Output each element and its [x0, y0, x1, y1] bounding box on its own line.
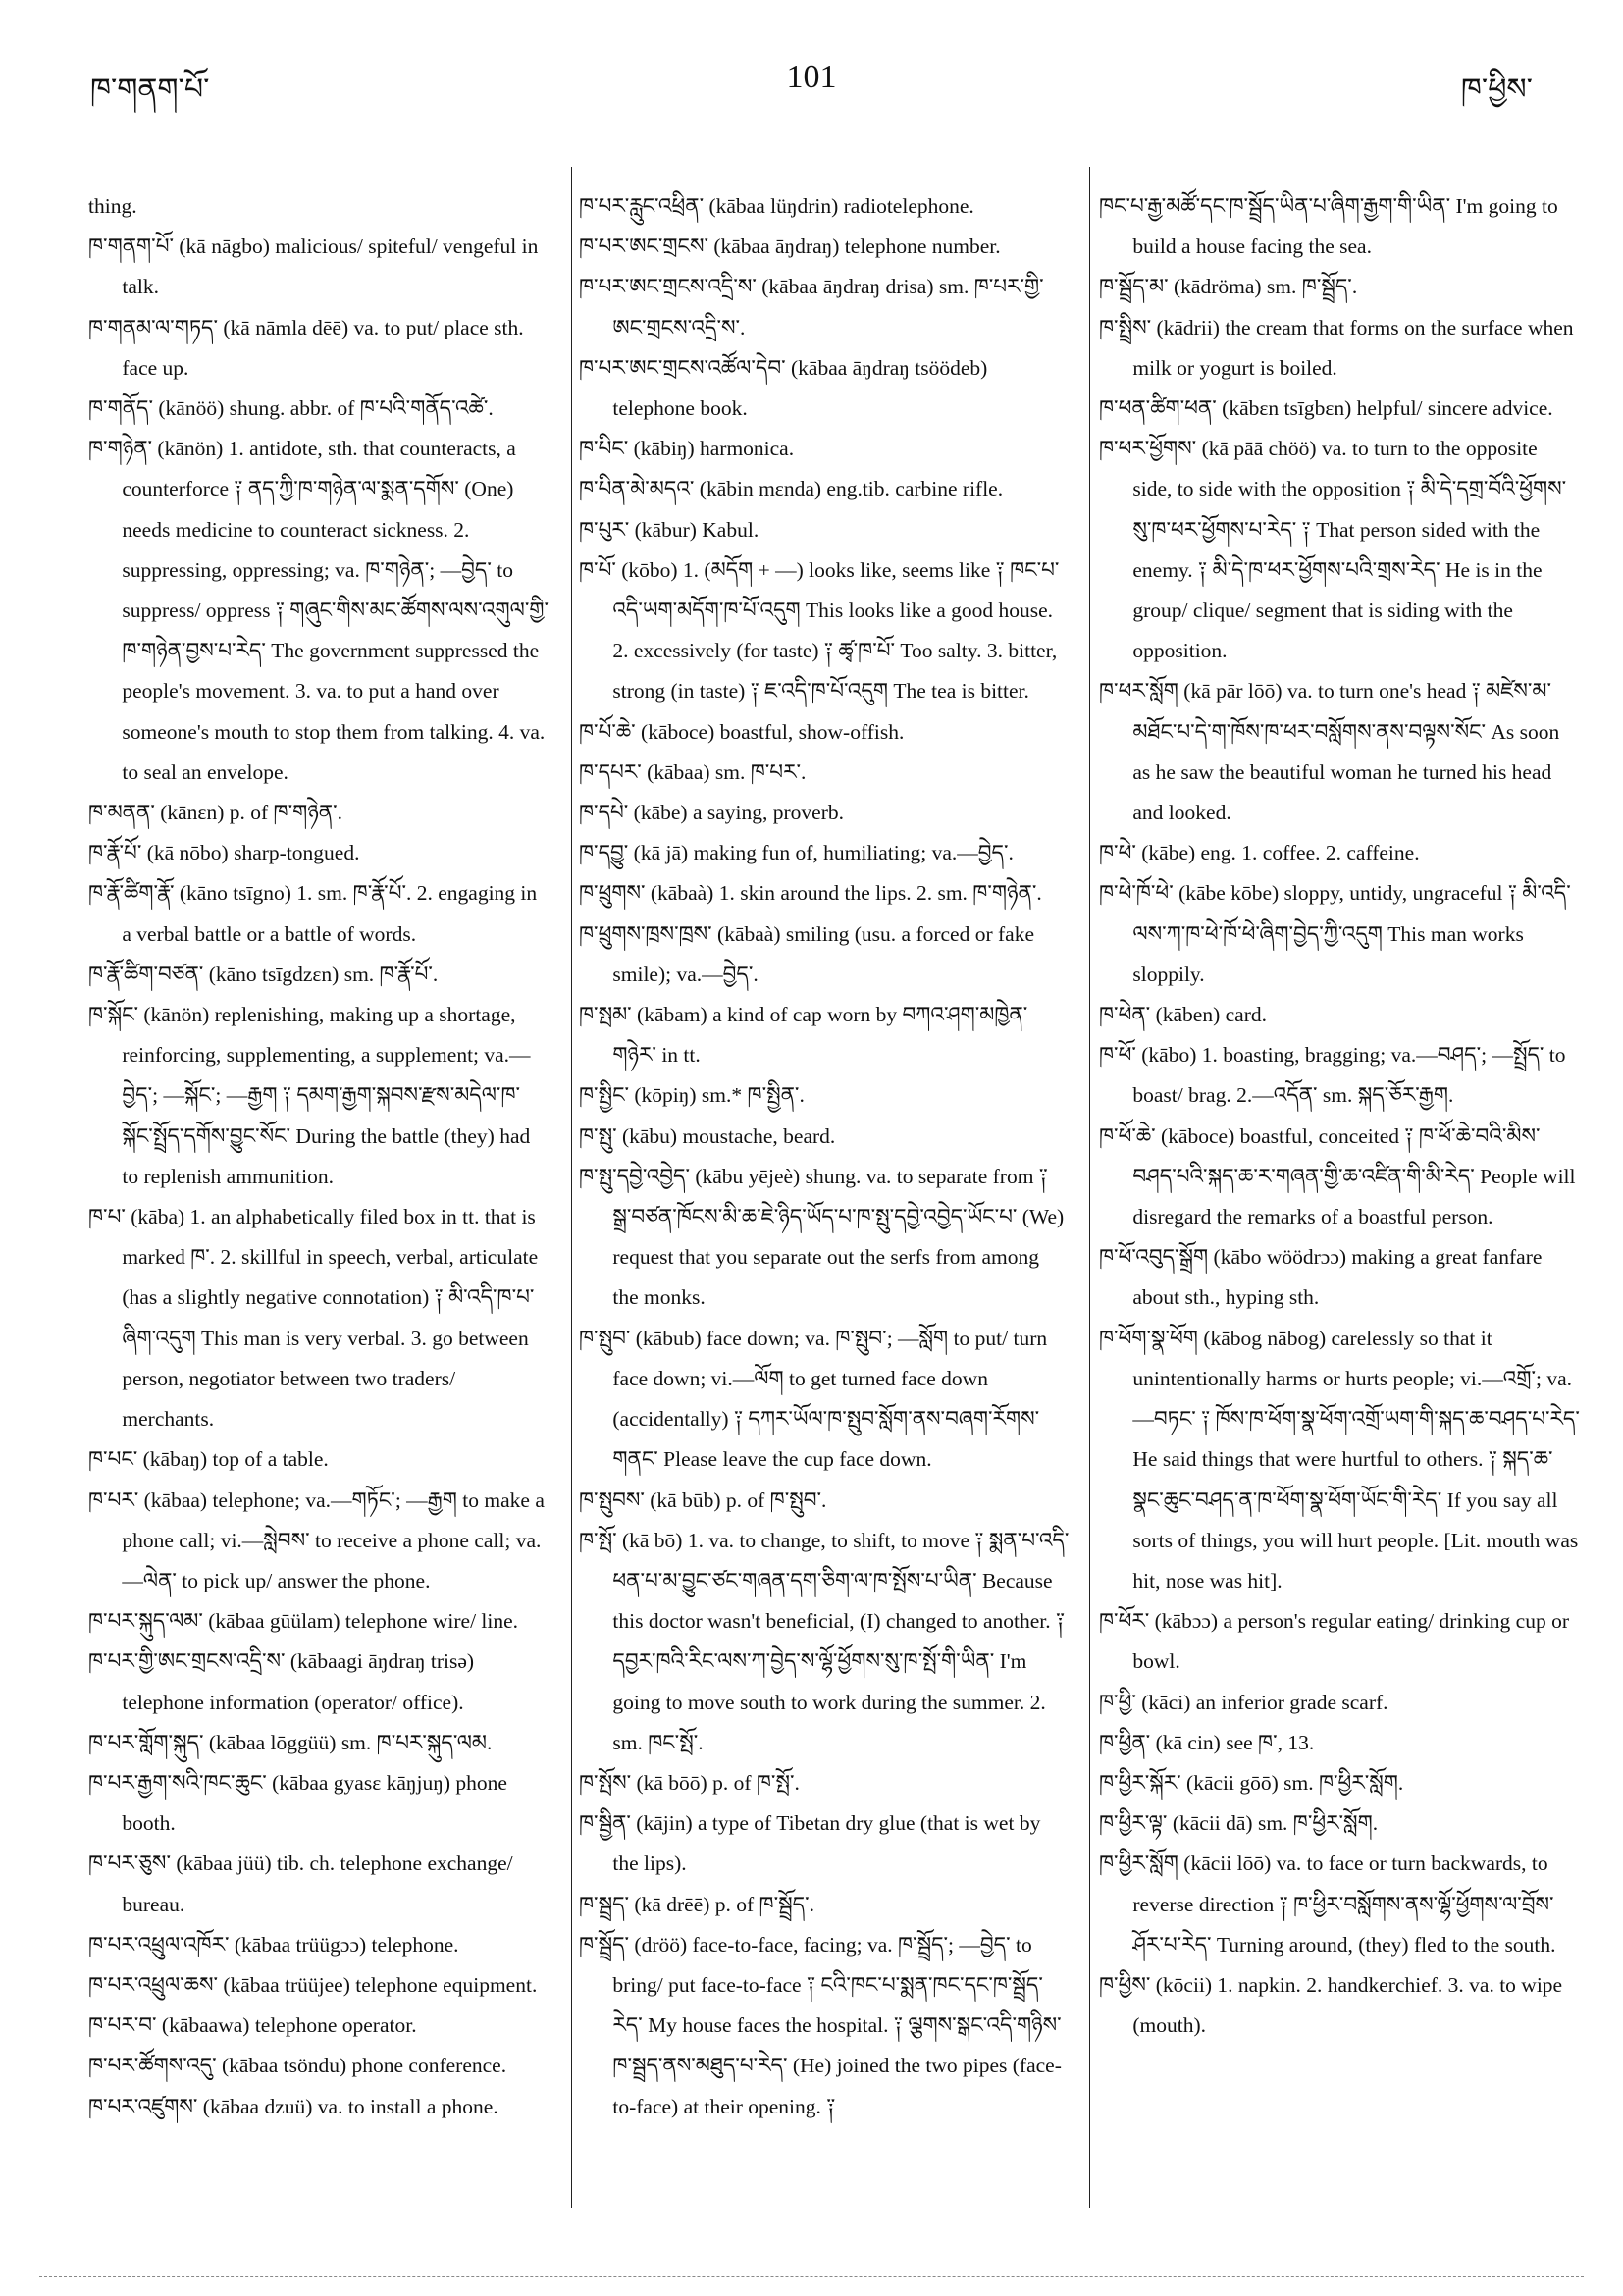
dictionary-entry: ཁ་ཕྱིན་ (kā cin) see ཁ་, 13. [1099, 1730, 1315, 1754]
dictionary-entry: ཁ་པར་རླུང་འཕྲིན་ (kābaa lüŋdrin) radiotelephone. [579, 194, 974, 218]
dictionary-entry: thing. [88, 194, 137, 218]
dictionary-entry: ཁ་གནམ་ལ་གཏད་ (kā nāmla dēē) va. to put/ place sth. face up. [88, 315, 524, 380]
dictionary-entry: ཁ་པིང་ (kābiŋ) harmonica. [579, 437, 795, 461]
dictionary-entry: ཁ་པུར་ (kābur) Kabul. [579, 517, 759, 542]
dictionary-entry: ཁ་ཕོག་སྣ་ཕོག (kābog nābog) carelessly so that it unintentionally harms or hurts people; vi.—འགྲོ་; va.—བཏང་ ༑ ཁོས་ཁ་ཕོག་སྣ་ཕོག་འགྲོ་ཡག་གི་སྐད་ཆ་བཤད་པ་རེད་ He said things that were hurtful to others. ༑ སྐད་ཆ་སྣང་ཆུང་བཤད་ན་ཁ་ཕོག་སྣ་ཕོག་ཡོང་གི་རེད་ If you say all sorts of things, you will hurt people. [Lit. mouth was hit, nose was hit]. [1099, 1326, 1580, 1592]
dictionary-entry: ཁ་ཕོ་ཆེ་ (kāboce) boastful, conceited ༑ ཁ་ཕོ་ཆེ་བའི་མིས་བཤད་པའི་སྐད་ཆ་ར་གཞན་གྱི་ཆ་འཛིན་གི་མི་རེད་ People will disregard the remarks of a boastful person. [1099, 1123, 1576, 1229]
guide-word-right: ཁ་ཕྱིས་ [1460, 74, 1533, 106]
dictionary-entry: ཁ་པ་ (kāba) 1. an alphabetically filed box in tt. that is marked ཁ་. 2. skillful in speech, verbal, articulate (has a slightly negative connotation) ༑ མི་འདི་ཁ་པ་ཞིག་འདུག This man is very verbal. 3. go between person, negotiator between two traders/ merchants. [88, 1205, 539, 1432]
column-middle [579, 186, 1070, 2208]
dictionary-entry: ཁ་པར་ (kābaa) telephone; va.—གཏོང་; —རྒྱག to make a phone call; vi.—སླེབས་ to receive a phone call; va.—ལེན་ to pick up/ answer the phone. [88, 1487, 545, 1592]
dictionary-entry: ཁ་སྤུ་ (kābu) moustache, beard. [579, 1123, 836, 1148]
dictionary-entry: ཁ་ཕན་ཚིག་ཕན་ (kābɛn tsīgbɛn) helpful/ sincere advice. [1099, 396, 1553, 421]
dictionary-entry: ཁ་པིན་མེ་མདའ་ (kābin mɛnda) eng.tib. carbine rifle. [579, 477, 1004, 501]
dictionary-entry: ཁ་སྤུབས་ (kā būb) p. of ཁ་སྤུབ་. [579, 1487, 827, 1512]
dictionary-entry: ཁ་པར་སྐུད་ལམ་ (kābaa gūülam) telephone wire/ line. [88, 1609, 519, 1634]
dictionary-entry: ཁ་རྣོ་ཚིག་བཙན་ (kāno tsīgdzɛn) sm. ཁ་རྣོ་པོ་. [88, 962, 439, 986]
dictionary-entry: ཁ་པར་ཨང་གྲངས་འདྲི་ས་ (kābaa āŋdraŋ drisa) sm. ཁ་པར་གྱི་ཨང་གྲངས་འདྲི་ས་. [579, 275, 1044, 339]
dictionary-entry: ཁ་པར་ཅུས་ (kābaa jüü) tib. ch. telephone exchange/ bureau. [88, 1852, 513, 1916]
dictionary-entry: ཁ་ཕེན་ (kāben) card. [1099, 1003, 1267, 1027]
dictionary-entry: ཁ་པར་གྱི་ཨང་གྲངས་འདྲི་ས་ (kābaagi āŋdraŋ trisə) telephone information (operator/ office). [88, 1649, 475, 1714]
dictionary-entry: ཁ་པར་ཚོགས་འདུ་ (kābaa tsöndu) phone conference. [88, 2054, 507, 2078]
dictionary-entry: ཁ་པར་གློག་སྐུད་ (kābaa lōggüü) sm. ཁ་པར་སྐུད་ལམ. [88, 1730, 493, 1754]
page-bottom-edge [39, 2276, 1584, 2278]
dictionary-entry: ཁ་ཕྱི་ (kāci) an inferior grade scarf. [1099, 1690, 1388, 1714]
column-right [1099, 186, 1580, 2208]
dictionary-entry: ཁ་ཕྱིར་ལྟ་ (kācii dā) sm. ཁ་ཕྱིར་སློག. [1099, 1811, 1379, 1836]
guide-word-left: ཁ་གནག་པོ་ [90, 74, 210, 106]
dictionary-entry: ཁ་པར་རྒྱག་སའི་ཁང་ཆུང་ (kābaa gyasɛ kāŋjuŋ) phone booth. [88, 1770, 507, 1836]
dictionary-entry: ཁང་པ་རྒྱ་མཚོ་དང་ཁ་སྦྲོད་ཡིན་པ་ཞིག་རྒྱག་གི་ཡིན་ I'm going to build a house facing the sea. [1099, 194, 1558, 259]
dictionary-entry: ཁ་པར་ཨང་གྲངས་ (kābaa āŋdraŋ) telephone number. [579, 235, 1001, 259]
page-number: 101 [786, 59, 837, 95]
dictionary-entry: ཁ་ཕེ་ཁོ་ཕེ་ (kābe kōbe) sloppy, untidy, ungraceful ༑ མི་འདི་ལས་ཀ་ཁ་ཕེ་ཁོ་ཕེ་ཞིག་བྱེད་ཀྱི་འདུག This man works sloppily. [1099, 881, 1571, 986]
dictionary-entry: ཁ་པར་འཕྲུལ་ཆས་ (kābaa trüüjee) telephone equipment. [88, 1972, 538, 1997]
dictionary-entry: ཁ་རྣོ་ཚིག་རྣོ་ (kāno tsīgno) 1. sm. ཁ་རྣོ་པོ་. 2. engaging in a verbal battle or a battle of words. [88, 881, 538, 946]
dictionary-entry: ཁ་གཉེན་ (kānön) 1. antidote, sth. that counteracts, a counterforce ༑ ནད་ཀྱི་ཁ་གཉེན་ལ་སྨན་དགོས་ (One) needs medicine to counteract sickness. 2. suppressing, oppressing; va. ཁ་གཉེན་; —བྱེད་ to suppress/ oppress ༑ གཞུང་གིས་མང་ཚོགས་ལས་འགུལ་གྱི་ཁ་གཉེན་བྱས་པ་རེད་ The government suppressed the people's movement. 3. va. to put a hand over someone's mouth to stop them from talking. 4. va. to seal an envelope. [88, 437, 550, 784]
dictionary-entry: ཁ་དཔར་ (kābaa) sm. ཁ་པར་. [579, 759, 807, 784]
dictionary-entry: ཁ་སྦྱིན་ (kājin) a type of Tibetan dry glue (that is wet by the lips). [579, 1811, 1041, 1876]
dictionary-entry: ཁ་སྤོ་ (kā bō) 1. va. to change, to shift, to move ༑ སྨན་པ་འདི་ཕན་པ་མ་བྱུང་ཙང་གཞན་དག་ཅིག་ལ་ཁ་སྤོས་པ་ཡིན་ Because this doctor wasn't beneficial, (I) changed to another. ༑ དབྱར་ཁའི་རིང་ལས་ཀ་བྱེད་ས་ལྷོ་ཕྱོགས་སུ་ཁ་སྤོ་གི་ཡིན་ I'm going to move south to work during the summer. 2. sm. ཁང་སྤོ་. [579, 1528, 1070, 1754]
column-left [88, 186, 550, 2208]
dictionary-entry: ཁ་དབྱུ་ (kā jā) making fun of, humiliating; va.—བྱེད་. [579, 841, 1014, 865]
dictionary-entry: ཁ་ཕྱིས་ (kōcii) 1. napkin. 2. handkerchief. 3. va. to wipe (mouth). [1099, 1972, 1563, 2038]
dictionary-entry: ཁ་ཕོ་ (kābo) 1. boasting, bragging; va.—བཤད་; —སྤྲོད་ to boast/ brag. 2.—འདོན་ sm. སྐད་ཅོར་རྒྱག. [1099, 1043, 1566, 1108]
dictionary-entry: ཁ་གནག་པོ་ (kā nāgbo) malicious/ spiteful/ vengeful in talk. [88, 235, 539, 299]
dictionary-entry: ཁ་པོ་ཆེ་ (kāboce) boastful, show-offish. [579, 719, 905, 744]
dictionary-entry: ཁ་ཕྱིར་སློག (kācii lōō) va. to face or turn backwards, to reverse direction ༑ ཁ་ཕྱིར་བསློགས་ནས་ལྷོ་ཕྱོགས་ལ་བྲོས་ཤོར་པ་རེད་ Turning around, (they) fled to the south. [1099, 1852, 1556, 1957]
dictionary-entry: ཁ་པར་བ་ (kābaawa) telephone operator. [88, 2013, 417, 2038]
dictionary-entry: ཁ་རྣོ་པོ་ (kā nōbo) sharp-tongued. [88, 841, 360, 865]
dictionary-entry: ཁ་ཕར་སློག (kā pār lōō) va. to turn one's head ༑ མཛེས་མ་མཐོང་པ་དེ་ག་ཁོས་ཁ་ཕར་བསློགས་ནས་བལྟས་སོང་ As soon as he saw the beautiful woman he turned his head and looked. [1099, 679, 1560, 825]
dictionary-entry: ཁ་ཕར་ཕྱོགས་ (kā pāā chöö) va. to turn to the opposite side, to side with the opposition ༑ མི་དེ་དགྲ་བོའི་ཕྱོགས་སུ་ཁ་ཕར་ཕྱོགས་པ་རེད་ ༑ That person sided with the enemy. ༑ མི་དེ་ཁ་ཕར་ཕྱོགས་པའི་གྲས་རེད་ He is in the group/ clique/ segment that is siding with the opposition. [1099, 437, 1567, 663]
dictionary-entry: ཁ་སྤམ་ (kābam) a kind of cap worn by བཀའ་ཤག་མཁྱེན་གཉེར་ in tt. [579, 1003, 1028, 1068]
dictionary-entry: ཁ་པོ་ (kōbo) 1. (མདོག + —) looks like, seems like ༑ ཁང་པ་འདི་ཡག་མདོག་ཁ་པོ་འདུག This looks like a good house. 2. excessively (for taste) ༑ ཚྭ་ཁ་པོ་ Too salty. 3. bitter, strong (in taste) ༑ ཇ་འདི་ཁ་པོ་འདུག The tea is bitter. [579, 557, 1060, 704]
dictionary-entry: ཁ་ཕྲུགས་ཁྲས་ཁྲས་ (kābaà) smiling (usu. a forced or fake smile); va.—བྱེད་. [579, 921, 1035, 986]
dictionary-entry: ཁ་པར་འཛུགས་ (kābaa dzuü) va. to install a phone. [88, 2094, 498, 2118]
dictionary-entry: ཁ་སྦྲོད་ (dröö) face-to-face, facing; va. ཁ་སྦྲོད་; —བྱེད་ to bring/ put face-to-face ༑ ངའི་ཁང་པ་སྨན་ཁང་དང་ཁ་སྦྲོད་རེད་ My house faces the hospital. ༑ ལྕགས་སྒང་འདི་གཉིས་ཁ་སྦྲད་ནས་མཐུད་པ་རེད་ (He) joined the two pipes (face-to-face) at their opening. ༑ [579, 1932, 1062, 2118]
dictionary-entry: ཁ་པར་ཨང་གྲངས་འཚོལ་དེབ་ (kābaa āŋdraŋ tsöödeb) telephone book. [579, 355, 988, 421]
dictionary-entry: ཁ་སྤོས་ (kā bōō) p. of ཁ་སྤོ་. [579, 1770, 800, 1795]
dictionary-entry: ཁ་སྐོང་ (kānön) replenishing, making up a shortage, reinforcing, supplementing, a supplement; va.—བྱེད་; —སྐོང་; —རྒྱག ༑ དམག་རྒྱག་སྐབས་རྫས་མདེལ་ཁ་སྐོང་སྤྲོད་དགོས་བྱུང་སོང་ During the battle (they) had to replenish ammunition. [88, 1003, 531, 1188]
dictionary-entry: ཁ་ཕོར་ (kābɔɔ) a person's regular eating/ drinking cup or bowl. [1099, 1609, 1569, 1674]
dictionary-entry: ཁ་མནན་ (kānɛn) p. of ཁ་གཉེན་. [88, 801, 342, 825]
dictionary-entry: ཁ་ཕོ་འབུད་སྒྲོག (kābo wöödrɔɔ) making a great fanfare about sth., hyping sth. [1099, 1245, 1543, 1310]
dictionary-entry: ཁ་སྤྲིས་ (kādrii) the cream that forms on the surface when milk or yogurt is boiled. [1099, 315, 1574, 380]
dictionary-entry: ཁ་དཔེ་ (kābe) a saying, proverb. [579, 801, 845, 825]
dictionary-body [88, 186, 1580, 2208]
dictionary-entry: ཁ་སྦྲད་ (kā drēē) p. of ཁ་སྦྲོད་. [579, 1892, 814, 1916]
dictionary-entry: ཁ་སྤུབ་ (kābub) face down; va. ཁ་སྤུབ་; —སློག to put/ turn face down; vi.—ལོག to get turned face down (accidentally) ༑ དཀར་ཡོལ་ཁ་སྤུབ་སློག་ནས་བཞག་རོགས་གནང་ Please leave the cup face down. [579, 1326, 1048, 1472]
dictionary-entry: ཁ་ཕྱིར་སྐོར་ (kācii gōō) sm. ཁ་ཕྱིར་སློག. [1099, 1770, 1404, 1795]
dictionary-entry: ཁ་ཕེ་ (kābe) eng. 1. coffee. 2. caffeine. [1099, 841, 1420, 865]
dictionary-entry: ཁ་སྤུ་དབྱེ་འབྱེད་ (kābu yējeè) shung. va. to separate from ༑ སྒྲ་བཙན་ཁོངས་མི་ཆ་ཇེ་ཉིད་ཡོད་པ་ཁ་སྤུ་དབྱེ་འབྱེད་ཡོང་པ་ (We) request that you separate out the serfs from among the monks. [579, 1164, 1065, 1310]
dictionary-entry: ཁ་པང་ (kābaŋ) top of a table. [88, 1447, 329, 1472]
dictionary-entry: ཁ་གནོད་ (kānöö) shung. abbr. of ཁ་པའི་གནོད་འཚེ་. [88, 396, 494, 421]
dictionary-entry: ཁ་སྤྱིང་ (kōpiŋ) sm.* ཁ་སྤྱིན་. [579, 1083, 805, 1108]
dictionary-entry: ཁ་སྦྲོད་མ་ (kādröma) sm. ཁ་སྦྲོད་. [1099, 275, 1358, 299]
dictionary-entry: ཁ་པར་འཕྲུལ་འཁོར་ (kābaa trüügɔɔ) telephone. [88, 1932, 459, 1957]
dictionary-entry: ཁ་ཕྲུགས་ (kābaà) 1. skin around the lips. 2. sm. ཁ་གཉེན་. [579, 881, 1042, 906]
